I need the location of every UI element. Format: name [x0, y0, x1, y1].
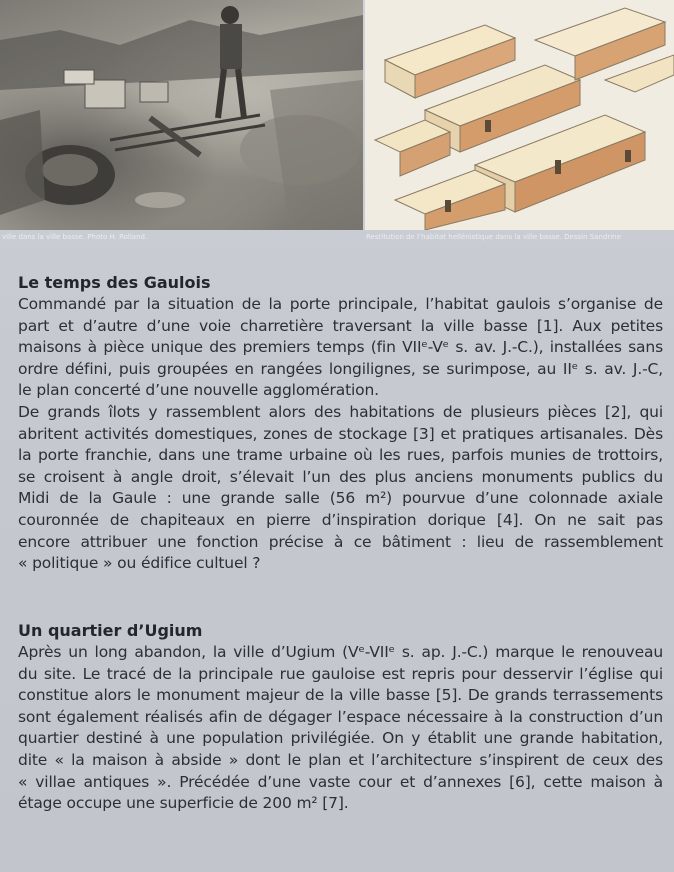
left-image-caption: ville dans la ville basse. Photo H. Rolland.: [2, 233, 148, 241]
reconstruction-drawing: [365, 0, 674, 230]
text-line: sont également réalisés afin de dégager l’espace nécessaire à la construction d’un: [18, 707, 663, 726]
text-line: du site. Le tracé de la principale rue gauloise est repris pour desservir l’église qui: [18, 664, 663, 683]
text-line: Après un long abandon, la ville d’Ugium (Vᵉ-VIIᵉ s. ap. J.-C.) marque le renouveau: [18, 643, 663, 661]
text-line: « politique » ou édifice cultuel ?: [18, 554, 261, 573]
section-heading: Le temps des Gaulois: [18, 273, 211, 292]
text-line: dite « la maison à abside » dont le plan et l’architecture s’inspirent de ceux des: [18, 750, 663, 769]
section-heading: Un quartier d’Ugium: [18, 621, 203, 640]
section-ugium: [18, 620, 663, 815]
excavation-photo: [0, 0, 363, 230]
section-body: [18, 642, 663, 815]
text-line: couronnée de chapiteaux en pierre d’inspiration dorique [4]. On ne sait pas: [18, 510, 663, 529]
text-line: le plan concerté d’une nouvelle agglomération.: [18, 381, 379, 400]
text-line: la porte franchie, dans une trame urbaine où les rues, parfois munies de trottoirs,: [18, 446, 663, 465]
text-line: abritent activités domestiques, zones de stockage [3] et pratiques artisanales. Dès: [18, 424, 663, 443]
section-gaulois: [18, 272, 663, 575]
text-line: ordre défini, puis groupées en rangées longilignes, se surimpose, au IIᵉ s. av. J.-C,: [18, 359, 663, 378]
text-line: Commandé par la situation de la porte principale, l’habitat gaulois s’organise de: [18, 295, 663, 313]
text-line: De grands îlots y rassemblent alors des habitations de plusieurs pièces [2], qui: [18, 402, 663, 421]
text-line: constitue alors le monument majeur de la ville basse [5]. De grands terrassements: [18, 686, 663, 705]
right-image-caption: Restitution de l’habitat hellénistique dans la ville basse. Dessin Sandrine: [366, 233, 621, 241]
excavation-photo-drawing: [0, 0, 363, 230]
text-line: encore attribuer une fonction précise à ce bâtiment : lieu de rassemblement: [18, 532, 663, 551]
text-line: étage occupe une superficie de 200 m² [7].: [18, 794, 349, 813]
text-line: se croisent à angle droit, s’élevait l’un des plus anciens monuments publics du: [18, 467, 663, 486]
text-line: part et d’autre d’une voie charretière traversant la ville basse [1]. Aux petites: [18, 316, 663, 335]
text-line: « villae antiques ». Précédée d’une vaste cour et d’annexes [6], cette maison à: [18, 772, 663, 791]
text-line: quartier destiné à une population privilégiée. On y établit une grande habitation,: [18, 729, 663, 748]
text-line: maisons à pièce unique des premiers temps (fin VIIᵉ-Vᵉ s. av. J.-C.), installées sans: [18, 338, 663, 357]
reconstruction-illustration: [365, 0, 674, 230]
section-body: [18, 294, 663, 575]
text-line: Midi de la Gaule : une grande salle (56 m²) pourvue d’une colonnade axiale: [18, 489, 663, 508]
